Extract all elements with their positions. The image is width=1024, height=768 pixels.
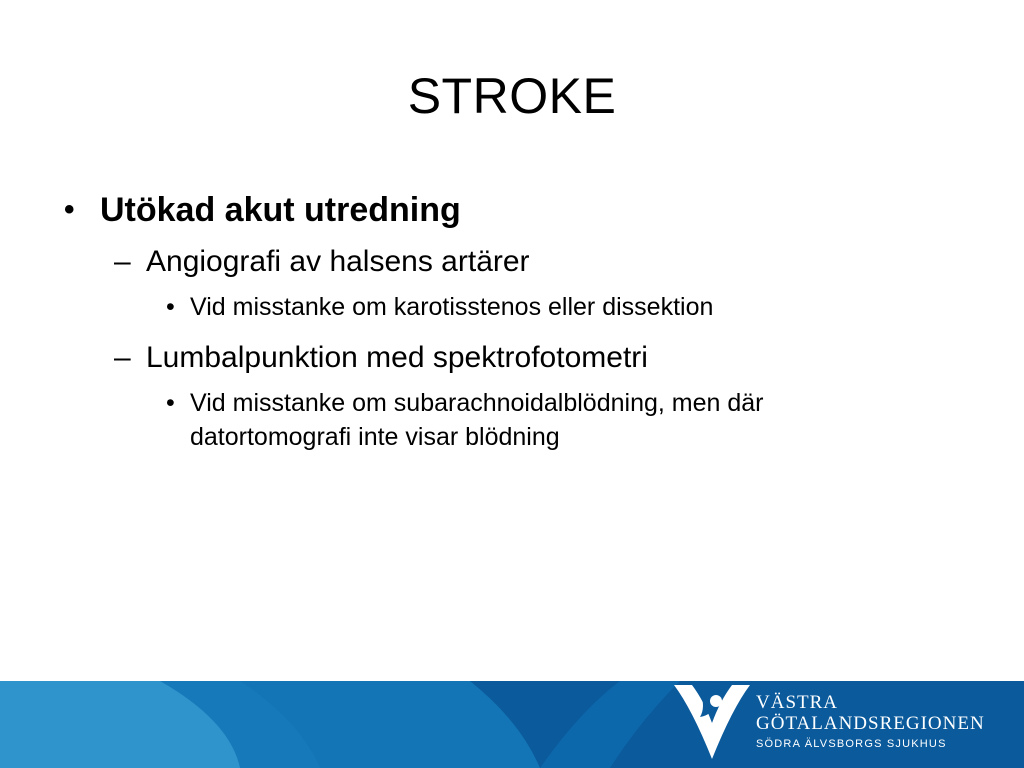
bullet-dot-icon: • [166, 389, 175, 417]
bullet-text: Utökad akut utredning [100, 191, 461, 229]
dash-icon: – [114, 245, 131, 278]
sub-sub-bullet-item [64, 386, 910, 454]
bullet-list [64, 186, 964, 466]
sub-bullet-item [64, 336, 964, 380]
bullet-item [64, 186, 964, 234]
logo-line-2: GÖTALANDSREGIONEN [756, 713, 985, 734]
sub-sub-bullet-text: Vid misstanke om karotisstenos eller dissektion [190, 293, 714, 321]
vgr-logo [670, 683, 1020, 765]
sub-sub-bullet-item [64, 290, 910, 324]
logo-line-1: VÄSTRA [756, 692, 839, 713]
sub-bullet-text: Angiografi av halsens artärer [146, 245, 530, 278]
sub-bullet-text: Lumbalpunktion med spektrofotometri [146, 341, 648, 374]
sub-sub-bullet-text: Vid misstanke om subarachnoidalblödning, men där datortomografi inte visar blödning [190, 389, 764, 451]
vgr-logo-text [756, 693, 985, 753]
logo-line-3: SÖDRA ÄLVSBORGS SJUKHUS [756, 738, 947, 750]
bullet-dot-icon: • [64, 193, 75, 226]
bullet-dot-icon: • [166, 293, 175, 321]
vgr-emblem-icon [670, 683, 754, 765]
slide-title: STROKE [407, 68, 617, 124]
dash-icon: – [114, 341, 131, 374]
sub-bullet-item [64, 240, 964, 284]
